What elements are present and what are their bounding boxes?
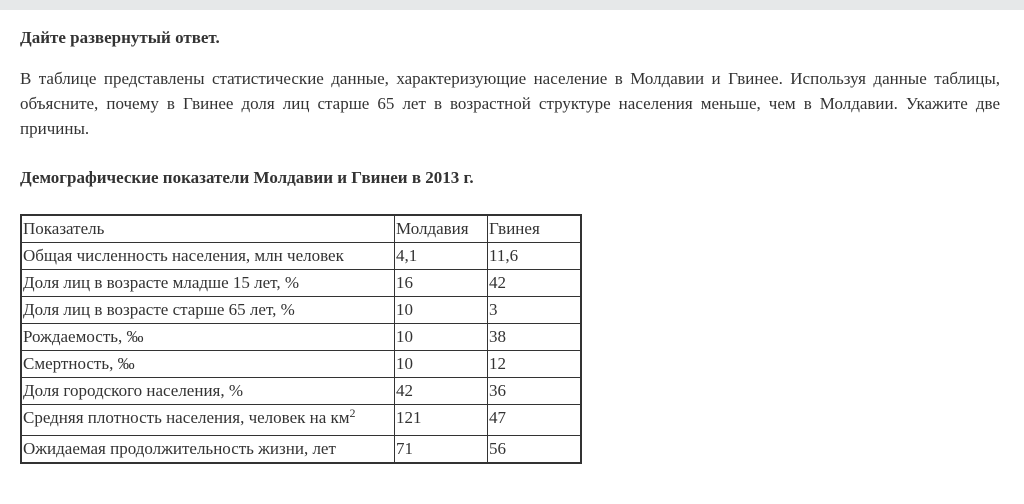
row-label: Общая численность населения, млн человек <box>21 243 395 270</box>
table-row <box>21 297 581 324</box>
row-label-cell <box>21 405 395 436</box>
superscript: 2 <box>349 406 356 420</box>
task-heading: Дайте развернутый ответ. <box>20 28 220 47</box>
guinea-value: 42 <box>488 270 582 297</box>
task-text: В таблице представлены статистические данные, характеризующие население в Молдавии и Гвинее. Используя данные таблицы, объясните, почему в Гвинее доля лиц старше 65 лет в возрастной структуре населения меньше, чем в Молдавии. Укажите две причины. <box>20 69 1000 138</box>
table-header-row <box>21 215 581 243</box>
table-row <box>21 270 581 297</box>
top-bar <box>0 0 1024 10</box>
header-guinea: Гвинея <box>488 215 582 243</box>
moldova-value: 16 <box>395 270 488 297</box>
moldova-value: 121 <box>395 405 488 436</box>
row-label: Ожидаемая продолжительность жизни, лет <box>21 436 395 464</box>
guinea-value: 11,6 <box>488 243 582 270</box>
moldova-value: 71 <box>395 436 488 464</box>
guinea-value: 38 <box>488 324 582 351</box>
row-label: Доля городского населения, % <box>21 378 395 405</box>
moldova-value: 42 <box>395 378 488 405</box>
table-caption: Демографические показатели Молдавии и Гвинеи в 2013 г. <box>20 168 474 187</box>
moldova-value: 10 <box>395 297 488 324</box>
table-row <box>21 405 581 436</box>
row-label: Средняя плотность населения, человек на км <box>23 408 350 427</box>
demographics-table <box>20 214 582 464</box>
guinea-value: 3 <box>488 297 582 324</box>
row-label: Смертность, ‰ <box>21 351 395 378</box>
row-label: Доля лиц в возрасте младше 15 лет, % <box>21 270 395 297</box>
guinea-value: 36 <box>488 378 582 405</box>
guinea-value: 47 <box>488 405 582 436</box>
header-moldova: Молдавия <box>395 215 488 243</box>
table-row <box>21 324 581 351</box>
row-label: Рождаемость, ‰ <box>21 324 395 351</box>
guinea-value: 56 <box>488 436 582 464</box>
guinea-value: 12 <box>488 351 582 378</box>
moldova-value: 4,1 <box>395 243 488 270</box>
table-row <box>21 378 581 405</box>
table-row <box>21 436 581 464</box>
moldova-value: 10 <box>395 351 488 378</box>
moldova-value: 10 <box>395 324 488 351</box>
table-row <box>21 243 581 270</box>
header-indicator: Показатель <box>21 215 395 243</box>
table-row <box>21 351 581 378</box>
row-label: Доля лиц в возрасте старше 65 лет, % <box>21 297 395 324</box>
